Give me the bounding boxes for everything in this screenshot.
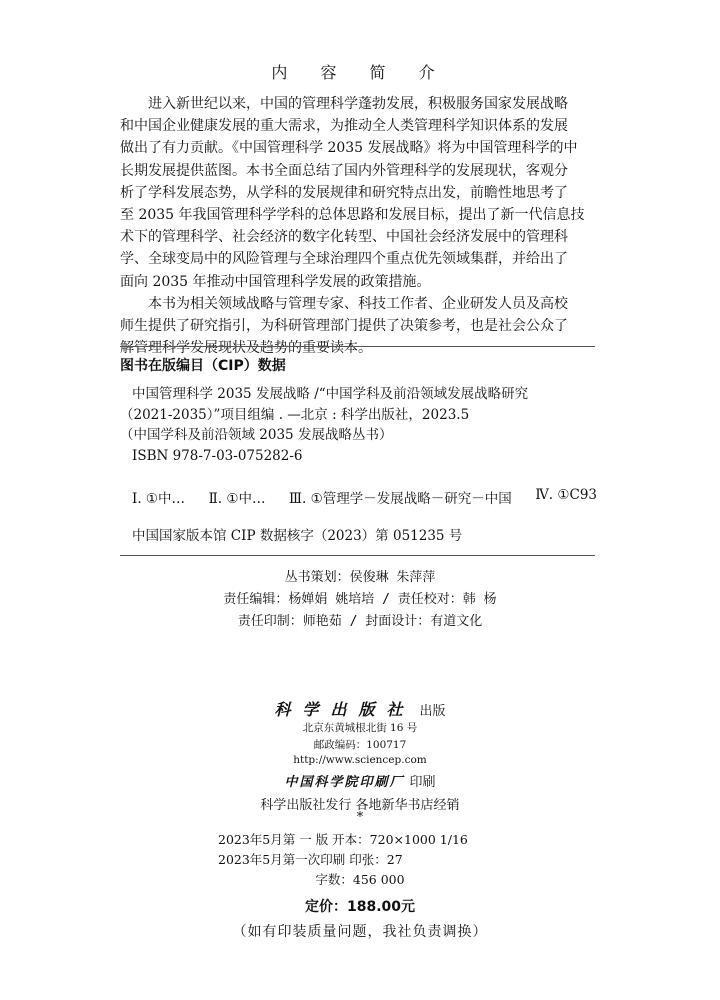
- postcode: 邮政编码：100717: [313, 739, 407, 751]
- cip-record: 中国管理科学 2035 发展战略 /“中国学科及前沿领域发展战略研究 （2021-2035）”项目组编 . —北京 : 科学出版社，2023.5 （中国学科及前沿领域 2035 发展战略丛书） ISBN 978-7-03-075282-6: [120, 386, 529, 464]
- publisher-logo-text: 科学出版社: [274, 700, 415, 719]
- word-count: 字数：456 000: [315, 872, 405, 887]
- publisher-url: http://www.sciencep.com: [293, 754, 427, 766]
- printing-design: 责任印制：师艳茹 / 封面设计：有道文化: [237, 614, 483, 629]
- printer-name: 中国科学院印刷厂: [284, 775, 405, 790]
- cip-core-data: 中国国家版本馆 CIP 数据核字（2023）第 051235 号: [132, 528, 463, 544]
- intro-title: 内 容 简 介: [271, 63, 449, 82]
- cip-heading: 图书在版编目（CIP）数据: [120, 358, 286, 374]
- editors: 责任编辑：杨婵娟 姚培培 / 责任校对：韩 杨: [223, 592, 497, 607]
- classification-row: Ⅰ. ①中… Ⅱ. ①中… Ⅲ. ①管理学－发展战略－研究－中国 Ⅳ. ①C93: [132, 487, 597, 507]
- divider: [120, 555, 595, 556]
- divider: [120, 346, 595, 347]
- printer-line: 中国科学院印刷厂 印刷: [284, 775, 436, 790]
- intro-paragraph-1: 进入新世纪以来，中国的管理科学蓬勃发展，积极服务国家发展战略 和中国企业健康发展的重大需求，为推动全人类管理科学知识体系的发展 做出了有力贡献。《中国管理科学 2035 发展战略》将为中国管理科学的中 长期发展提供蓝图。本书全面总结了国内外管理科学的发展现状，客观分 析了学科发展态势，从学科的发展规律和研究特点出发，前瞻性地思考了 至 2035 年我国管理科学学科的总体思路和发展目标，提出了新一代信息技 术下的管理科学、社会经济的数字化转型、中国社会经济发展中的管理科 学、全球变局中的风险管理与全球治理四个重点优先领域集群，并给出了 面向 2035 年推动中国管理科学发展的政策措施。: [120, 96, 585, 290]
- quality-notice: （如有印装质量问题，我社负责调换）: [232, 924, 488, 940]
- distribution: 科学出版社发行 各地新华书店经销: [260, 798, 460, 813]
- publisher-address: 北京东黄城根北街 16 号: [302, 722, 418, 734]
- edition-info: 2023年5月第 一 版 开本：720×1000 1/16: [218, 832, 468, 847]
- intro-paragraph-2: 本书为相关领域战略与管理专家、科技工作者、企业研发人员及高校 师生提供了研究指引，为科研管理部门提供了决策参考，也是社会公众了 解管理科学发展现状及趋势的重要读本。: [120, 296, 568, 357]
- printing-info: 2023年5月第一次印刷 印张：27: [218, 852, 403, 867]
- series-planner: 丛书策划：侯俊琳 朱萍萍: [284, 570, 436, 585]
- publisher-line: 科学出版社 出版: [274, 700, 446, 719]
- price: 定价：188.00元: [304, 899, 416, 915]
- separator-star: *: [356, 810, 364, 825]
